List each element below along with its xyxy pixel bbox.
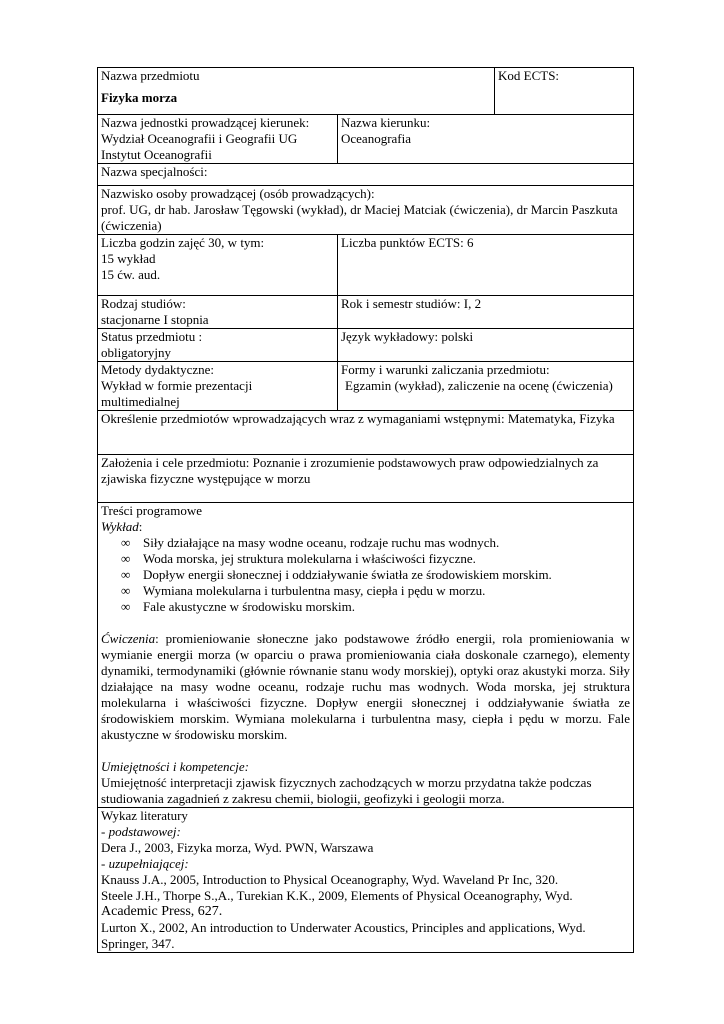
course-name-label: Nazwa przedmiotu [101,68,200,83]
status-label: Status przedmiotu : [101,329,203,344]
infinity-bullet-icon: ∞ [121,551,131,566]
field-cell [338,115,634,164]
exercises-label: Ćwiczenia [101,631,156,646]
lecture-colon: : [138,519,143,534]
literature-supplementary-item: Lurton X., 2002, An introduction to Underwater Acoustics, Principles and applications, Wyd. Springer, 347. [101,920,586,951]
specialty-label: Nazwa specjalności: [101,164,208,179]
row-lecturers [98,186,634,235]
unit-label: Nazwa jednostki prowadzącej kierunek: [101,115,310,130]
field-value: Oceanografia [341,131,412,146]
row-prerequisites [98,411,634,455]
goals: Założenia i cele przedmiotu: Poznanie i zrozumienie podstawowych praw odpowiedzialnych za zjawiska fizyczne występujące w morzu [101,455,599,486]
content-title: Treści programowe [101,503,202,518]
ects-points: Liczba punktów ECTS: 6 [341,235,474,250]
syllabus-table [97,67,634,953]
specialty-cell [98,164,634,186]
list-item [121,583,630,599]
infinity-bullet-icon: ∞ [121,567,131,582]
lecture-label: Wykład [101,519,139,534]
year-semester-cell [338,296,634,329]
assessment-label: Formy i warunki zaliczania przedmiotu: [341,362,550,377]
unit-line2: Instytut Oceanografii [101,147,212,162]
study-type-label: Rodzaj studiów: [101,296,186,311]
hours-lecture: 15 wykład [101,251,156,266]
methods-line2: multimedialnej [101,394,180,409]
list-item [121,599,630,615]
ects-points-cell [338,235,634,296]
row-hours [98,235,634,296]
exercises-paragraph [101,631,630,743]
language: Język wykładowy: polski [341,329,474,344]
infinity-bullet-icon: ∞ [121,535,131,550]
lecture-list [101,535,630,615]
course-syllabus [97,67,633,953]
literature-title: Wykaz literatury [101,808,188,823]
course-name-cell [98,68,495,115]
year-semester: Rok i semestr studiów: I, 2 [341,296,482,311]
study-type-value: stacjonarne I stopnia [101,312,209,327]
literature-supplementary-label: - uzupełniającej: [101,856,189,871]
lecturers-cell [98,186,634,235]
literature-supplementary-item: Academic Press, 627. [101,904,223,919]
prerequisites: Określenie przedmiotów wprowadzających wraz z wymaganiami wstępnymi: Matematyka, Fizyka [101,411,615,426]
unit-cell [98,115,338,164]
list-item [121,535,630,551]
ects-code-cell [495,68,634,115]
literature-cell [98,808,634,953]
row-study-type [98,296,634,329]
hours-cell [98,235,338,296]
course-name: Fizyka morza [101,90,178,105]
row-methods [98,362,634,411]
list-item-text: Wymiana molekularna i turbulentna masy, ciepła i pędu w morzu. [143,583,486,598]
infinity-bullet-icon: ∞ [121,583,131,598]
literature-supplementary-item: Knauss J.A., 2005, Introduction to Physical Oceanography, Wyd. Waveland Pr Inc, 320. [101,872,559,887]
methods-cell [98,362,338,411]
unit-line1: Wydział Oceanografii i Geografii UG [101,131,298,146]
list-item-text: Woda morska, jej struktura molekularna i właściwości fizyczne. [143,551,476,566]
assessment-cell [338,362,634,411]
exercises-text: : promieniowanie słoneczne jako podstawowe źródło energii, rola promieniowania w wymianie energii morza (w oparciu o prawa promieniowania ciała doskonale czarnego), elementy dynamiki, termodynamiki (głównie równanie stanu wody morskiej), optyki oraz akustyki morza. Siły działające na masy wodne oceanu, rodzaje ruchu mas wodnych. Woda morska, jej struktura molekularna i właściwości fizyczne. Dopływ energii słonecznej i oddziaływanie światła ze środowiskiem morskim. Wymiana molekularna i turbulentna masy, ciepła i pędu w morzu. Fale akustyczne w środowisku morskim. [101,631,631,742]
goals-cell [98,455,634,503]
literature-basic-item: Dera J., 2003, Fizyka morza, Wyd. PWN, Warszawa [101,840,374,855]
study-type-cell [98,296,338,329]
skills-text: Umiejętność interpretacji zjawisk fizycznych zachodzących w morzu przydatna także podczas studiowania zagadnień z zakresu chemii, biologii, geofizyki i geologii morza. [101,775,592,806]
infinity-bullet-icon: ∞ [121,599,131,614]
prerequisites-cell [98,411,634,455]
row-unit [98,115,634,164]
language-cell [338,329,634,362]
row-literature [98,808,634,953]
row-status [98,329,634,362]
status-value: obligatoryjny [101,345,172,360]
hours-exercises: 15 ćw. aud. [101,267,161,282]
list-item [121,551,630,567]
lecturers-label: Nazwisko osoby prowadzącej (osób prowadzących): [101,186,375,201]
lecturers-value: prof. UG, dr hab. Jarosław Tęgowski (wykład), dr Maciej Matciak (ćwiczenia), dr Marcin Paszkuta (ćwiczenia) [101,202,618,233]
list-item [121,567,630,583]
row-specialty [98,164,634,186]
field-label: Nazwa kierunku: [341,115,431,130]
assessment-value: Egzamin (wykład), zaliczenie na ocenę (ćwiczenia) [345,378,613,393]
row-goals [98,455,634,503]
lecture-heading [101,519,630,535]
literature-supplementary-item: Steele J.H., Thorpe S.,A., Turekian K.K., 2009, Elements of Physical Oceanography, Wyd. [101,888,573,903]
content-cell [98,503,634,808]
row-course-name [98,68,634,115]
hours-label: Liczba godzin zajęć 30, w tym: [101,235,265,250]
methods-label: Metody dydaktyczne: [101,362,214,377]
status-cell [98,329,338,362]
list-item-text: Dopływ energii słonecznej i oddziaływanie światła ze środowiskiem morskim. [143,567,552,582]
row-content [98,503,634,808]
methods-line1: Wykład w formie prezentacji [101,378,253,393]
list-item-text: Siły działające na masy wodne oceanu, rodzaje ruchu mas wodnych. [143,535,500,550]
literature-basic-label: - podstawowej: [101,824,181,839]
ects-code-label: Kod ECTS: [498,68,560,83]
list-item-text: Fale akustyczne w środowisku morskim. [143,599,355,614]
skills-label: Umiejętności i kompetencje: [101,759,249,774]
